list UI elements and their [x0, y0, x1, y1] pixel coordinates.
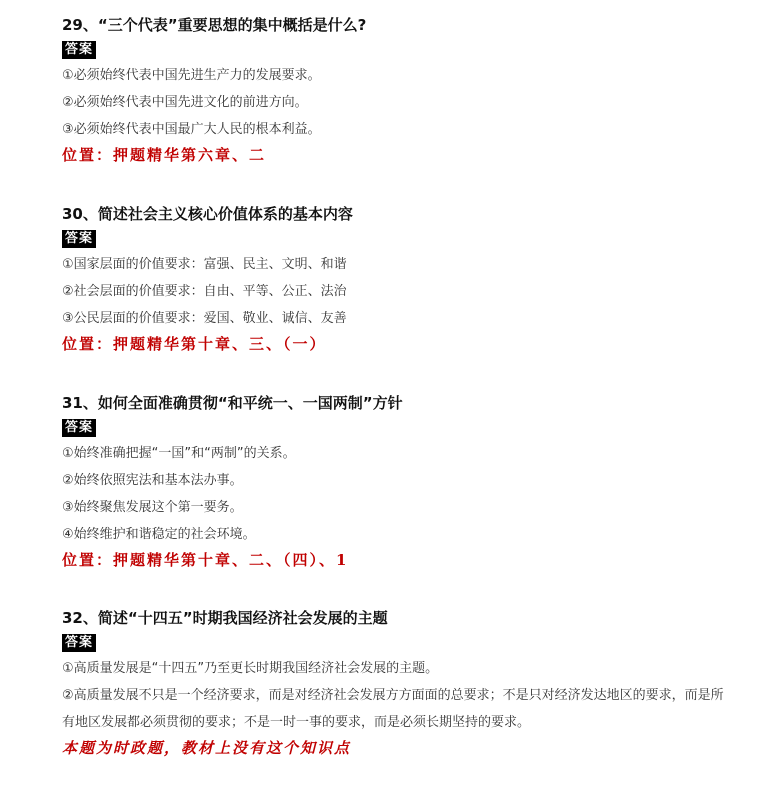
- location-note: 位置：押题精华第六章、二: [62, 146, 267, 164]
- answer-badge: 答案: [62, 634, 96, 652]
- question-32: [62, 607, 762, 760]
- question-title: 29、“三个代表”重要思想的集中概括是什么?: [62, 16, 367, 34]
- location-note: 位置：押题精华第十章、三、（一）: [62, 335, 327, 353]
- answer-line: ②社会层面的价值要求：自由、平等、公正、法治: [62, 284, 347, 299]
- answer-line: ③公民层面的价值要求：爱国、敬业、诚信、友善: [62, 311, 347, 326]
- answer-line: ②必须始终代表中国先进文化的前进方向。: [62, 95, 308, 110]
- question-title: 32、简述“十四五”时期我国经济社会发展的主题: [62, 609, 388, 627]
- answer-badge: 答案: [62, 230, 96, 248]
- answer-line: ②始终依照宪法和基本法办事。: [62, 473, 243, 488]
- question-31: [62, 392, 762, 572]
- answer-badge: 答案: [62, 41, 96, 59]
- question-30: [62, 203, 762, 356]
- current-affairs-note: 本题为时政题，教材上没有这个知识点: [62, 739, 352, 757]
- question-29: [62, 14, 762, 167]
- answer-line: ①始终准确把握“一国”和“两制”的关系。: [62, 446, 296, 461]
- question-title: 31、如何全面准确贯彻“和平统一、一国两制”方针: [62, 394, 403, 412]
- question-title: 30、简述社会主义核心价值体系的基本内容: [62, 205, 353, 223]
- answer-line: ③必须始终代表中国最广大人民的根本利益。: [62, 122, 321, 137]
- answer-badge: 答案: [62, 419, 96, 437]
- location-note: 位置：押题精华第十章、二、（四）、1: [62, 551, 349, 569]
- answer-paragraph: ②高质量发展不只是一个经济要求，而是对经济社会发展方方面面的总要求；不是只对经济发达地区的要求，而是所有地区发展都必须贯彻的要求；不是一时一事的要求，而是必须长期坚持的要求。: [62, 688, 724, 730]
- answer-line: ③始终聚焦发展这个第一要务。: [62, 500, 243, 515]
- answer-line: ①国家层面的价值要求：富强、民主、文明、和谐: [62, 257, 347, 272]
- answer-line: ④始终维护和谐稳定的社会环境。: [62, 527, 256, 542]
- answer-line: ①必须始终代表中国先进生产力的发展要求。: [62, 68, 321, 83]
- answer-line: ①高质量发展是“十四五”乃至更长时期我国经济社会发展的主题。: [62, 661, 439, 676]
